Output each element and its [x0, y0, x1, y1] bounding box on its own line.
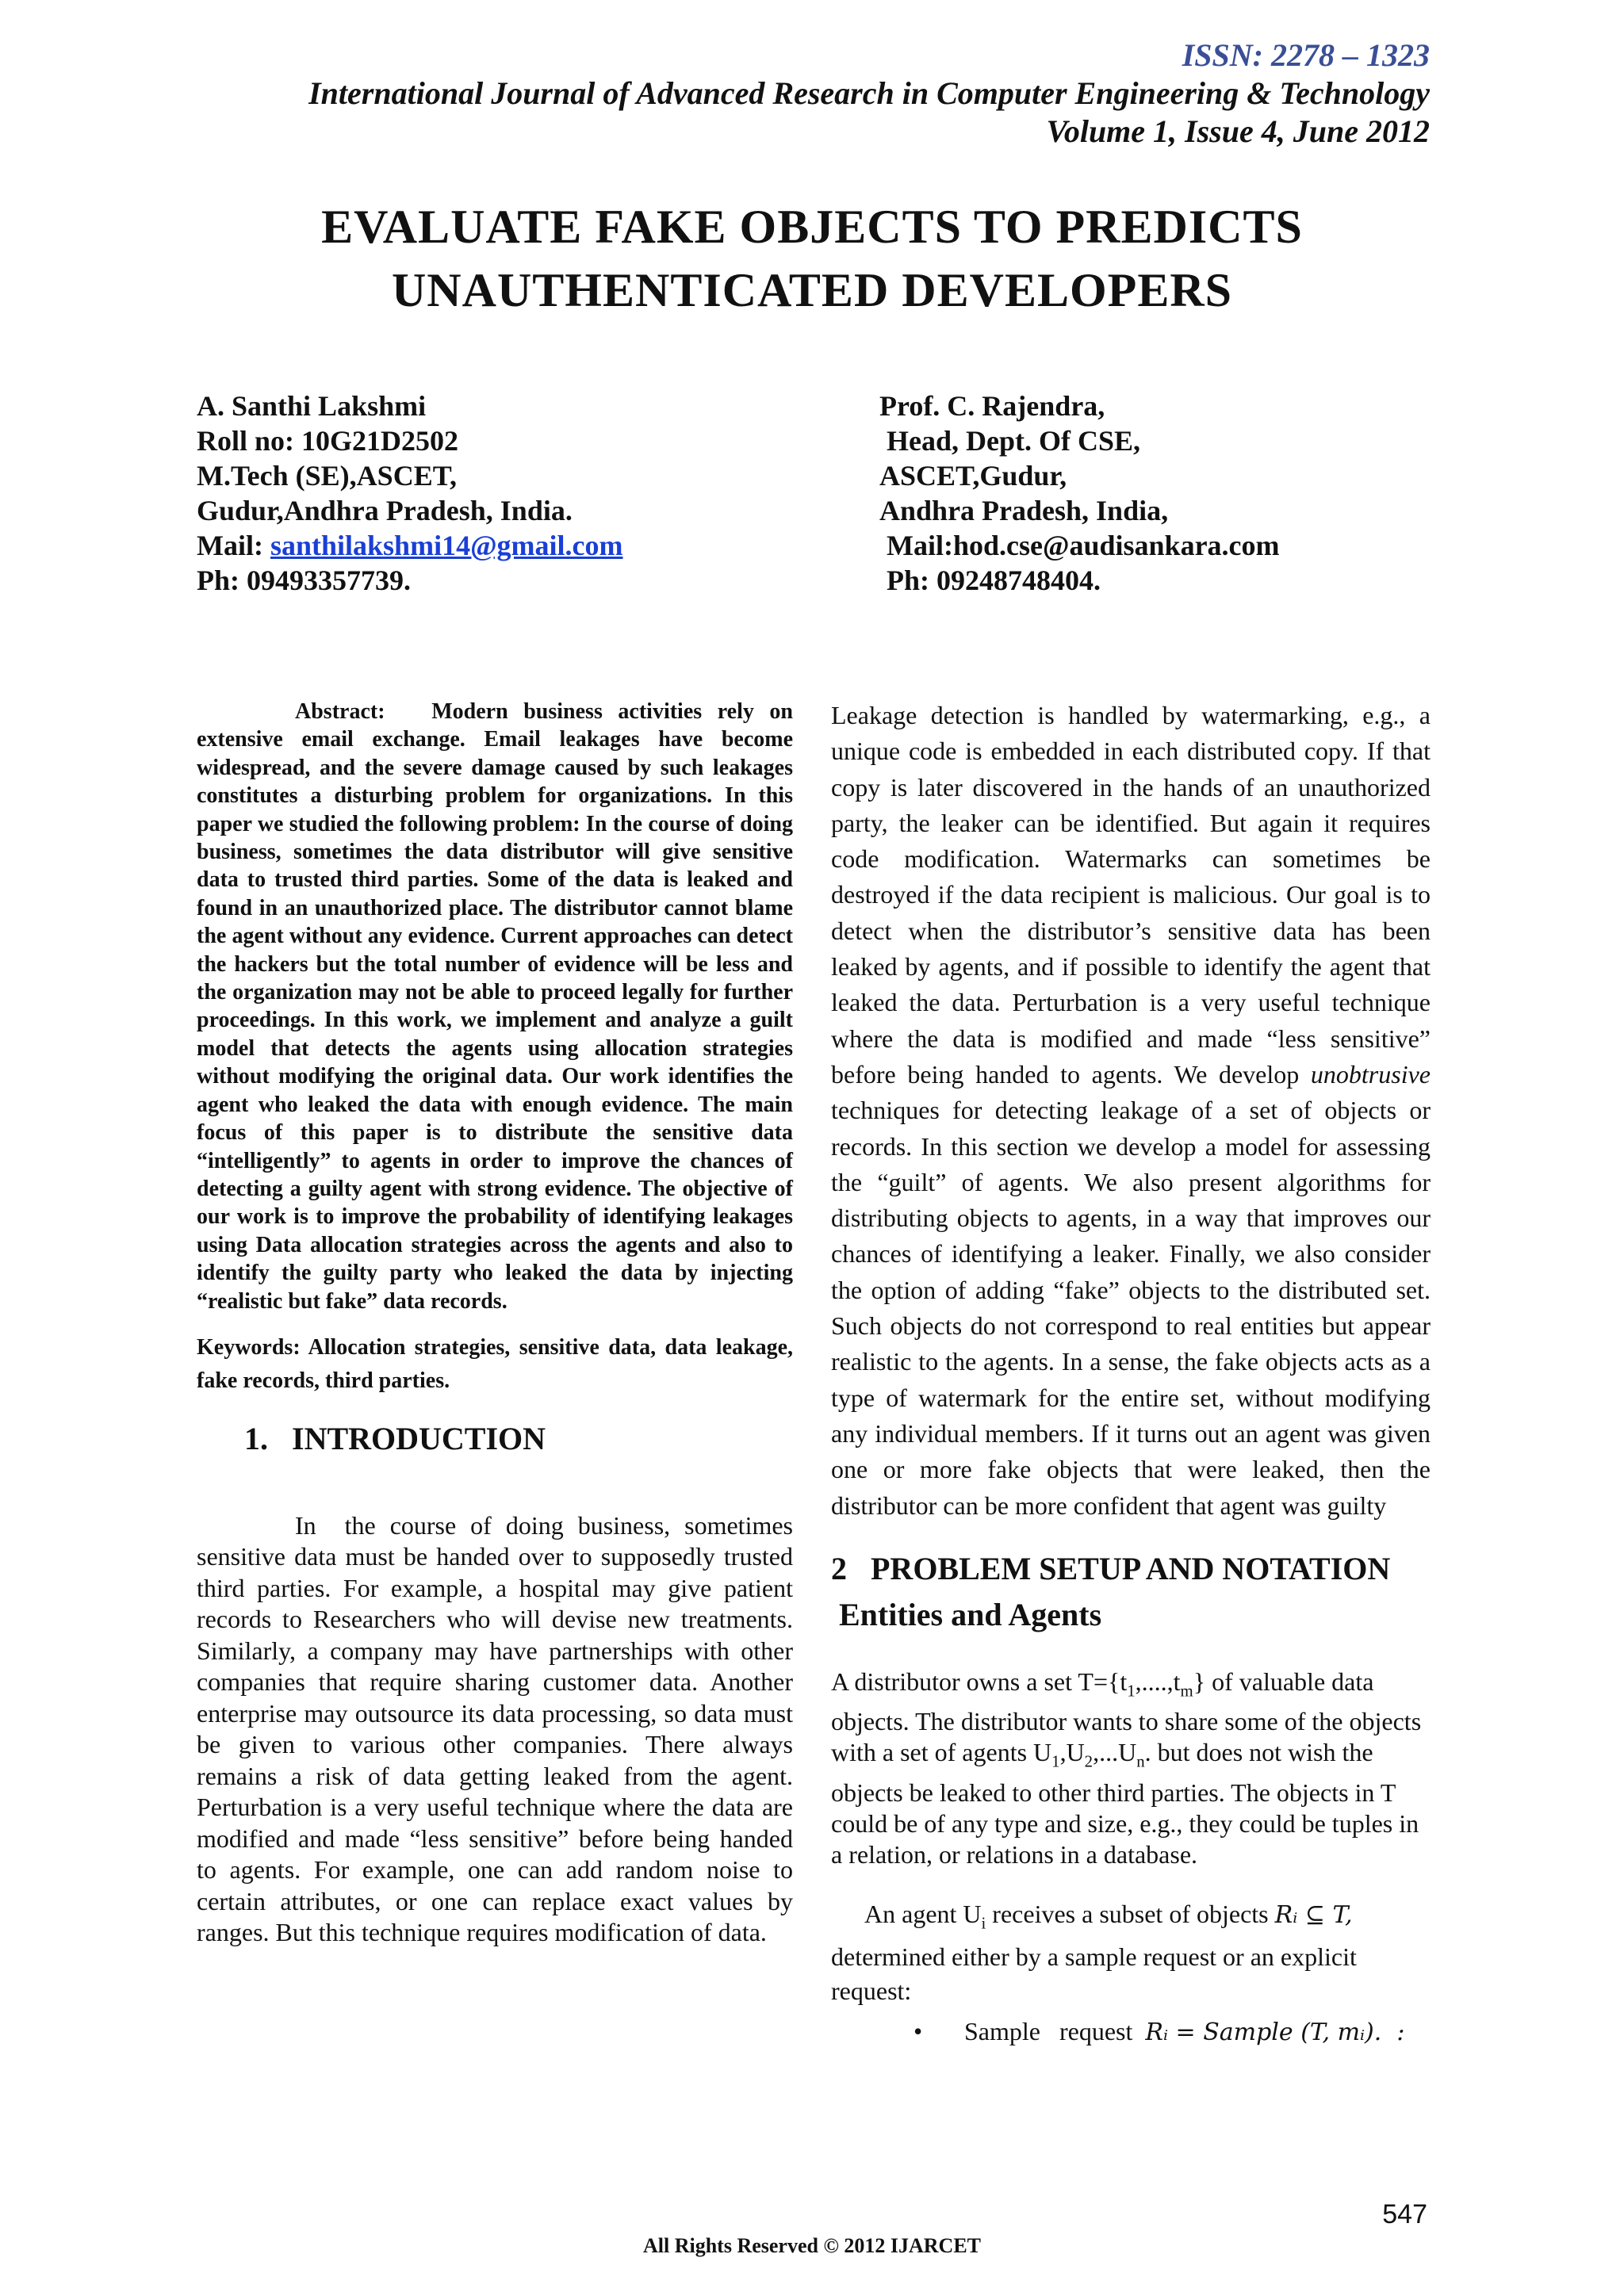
issn: ISSN: 2278 – 1323	[1182, 37, 1430, 73]
agent-paragraph	[831, 1897, 1431, 2008]
text: Sample request	[964, 2017, 1146, 2045]
footer-copyright: All Rights Reserved © 2012 IJARCET	[642, 2234, 982, 2257]
right-column	[831, 698, 1431, 2049]
page-number: 547	[1382, 2199, 1427, 2229]
paragraph-text: techniques for detecting leakage of a set of objects or records. In this section we develop a model for assessing the “guilt” of agents. We also present algorithms for distributing objects to agents, in a way that improves our chances of identifying a leaker. Finally, we also consider the option of adding “fake” objects to the distributed set. Such objects do not correspond to real entities but appear realistic to the agents. In a sense, the fake objects acts as a type of watermark for the entire set, without modifying any individual members. If it turns out an agent was given one or more fake objects that were leaked, then the distributor can be more confident that agent was guilty	[831, 1096, 1431, 1520]
author-right-phone: Ph: 09248748404.	[879, 564, 1101, 596]
introduction-text: In the course of doing business, sometimes sensitive data must be handed over to supposedly trusted third parties. For example, a hospital may give patient records to Researchers who will devise new treatments. Similarly, a company may have partnerships with other companies that require sharing customer data. Another enterprise may outsource its data processing, so data must be given to various other companies. There always remains a risk of data getting leaked from the agent. Perturbation is a very useful technique where the data are modified and made “less sensitive” before being handed to agents. For example, one can add random noise to certain attributes, or one can replace exact values by ranges. But this technique requires modification of data.	[197, 1510, 806, 1947]
text: An agent U	[864, 1899, 982, 1928]
author-left-phone: Ph: 09493357739.	[197, 564, 411, 596]
section-2-subheading: Entities and Agents	[839, 1596, 1102, 1632]
text: . but does not wish the objects be leaked to other third parties. The objects in T could be of any type and size, e.g., they could be tuples in a relation, or relations in a database.	[831, 1738, 1419, 1869]
subscript: 1	[1127, 1682, 1136, 1701]
math-subset: Rᵢ ⊆ T,	[1274, 1900, 1353, 1929]
subscript: n	[1136, 1752, 1145, 1771]
distributor-paragraph	[831, 1667, 1431, 1870]
author-left-mail-label: Mail:	[197, 530, 270, 561]
author-right-name: Prof. C. Rajendra,	[879, 390, 1105, 422]
bullet-icon: •	[914, 2017, 923, 2045]
leakage-detection-paragraph	[831, 698, 1431, 1524]
subscript: m	[1180, 1682, 1193, 1701]
subscript: i	[981, 1914, 986, 1932]
text: } of valuable data objects. The distributor wants to share some of the objects with a set of agents U	[831, 1667, 1422, 1767]
text: ,U	[1059, 1738, 1085, 1767]
author-right-position: Head, Dept. Of CSE,	[879, 425, 1141, 457]
text: ,...U	[1093, 1738, 1137, 1767]
author-left-block	[197, 388, 623, 598]
text: ,....,t	[1135, 1667, 1181, 1696]
author-left-roll: Roll no: 10G21D2502	[197, 425, 459, 457]
author-left-degree: M.Tech (SE),ASCET,	[197, 460, 458, 492]
author-right-location: Andhra Pradesh, India,	[879, 495, 1169, 526]
emphasis-unobtrusive: unobtrusive	[1310, 1059, 1431, 1089]
volume-info: Volume 1, Issue 4, June 2012	[1046, 113, 1430, 149]
subscript: 1	[1051, 1752, 1060, 1771]
author-right-mail: Mail:hod.cse@audisankara.com	[879, 530, 1280, 561]
left-column	[197, 698, 806, 1949]
text: A distributor owns a set T={t	[831, 1667, 1128, 1696]
paper-title-line-2: UNAUTHENTICATED DEVELOPERS	[391, 264, 1233, 316]
paper-title-line-1: EVALUATE FAKE OBJECTS TO PREDICTS	[321, 201, 1303, 253]
author-left-name: A. Santhi Lakshmi	[197, 390, 427, 422]
author-left-mail-line	[197, 528, 623, 563]
journal-name: International Journal of Advanced Research in Computer Engineering & Technology	[308, 75, 1430, 111]
subscript: 2	[1084, 1752, 1094, 1771]
author-left-mail-link[interactable]: santhilakshmi14@gmail.com	[270, 530, 623, 561]
section-2-heading: 2 PROBLEM SETUP AND NOTATION	[831, 1550, 1391, 1586]
keywords: Keywords: Allocation strategies, sensitive data, data leakage, fake records, third parties.	[197, 1334, 793, 1393]
paragraph-text: Leakage detection is handled by watermarking, e.g., a unique code is embedded in each distributed copy. If that copy is later discovered in the hands of an unauthorized party, the leaker can be identified. But again it requires code modification. Watermarks can sometimes be destroyed if the data recipient is malicious. Our goal is to detect when the distributor’s sensitive data has been leaked by agents, and if possible to identify the agent that leaked the data. Perturbation is a very useful technique where the data is modified and made “less sensitive” before being handed to agents. We develop	[831, 701, 1431, 1089]
abstract: Abstract: Modern business activities rely on extensive email exchange. Email leakages have become widespread, and the severe damage caused by such leakages constitutes a disturbing problem for organizations. In this paper we studied the following problem: In the course of doing business, sometimes the data distributor will give sensitive data to trusted third parties. Some of the data is leaked and found in an unauthorized place. The distributor cannot blame the agent without any evidence. Current approaches can detect the hackers but the total number of evidence will be less and the organization may not be able to proceed legally for further proceedings. In this work, we implement and analyze a guilt model that detects the agents using allocation strategies without modifying the original data. Our work identifies the agent who leaked the data with enough evidence. The main focus of this paper is to distribute the sensitive data “intelligently” to agents in order to improve the chances of detecting a guilty agent with strong evidence. The objective of our work is to improve the probability of identifying leakages using Data allocation strategies across the agents and also to identify the guilty party who leaked the data by injecting “realistic but fake” data records.	[197, 699, 799, 1314]
text: determined either by a sample request or an explicit request:	[831, 1942, 1357, 2005]
introduction-heading: 1. INTRODUCTION	[244, 1420, 546, 1456]
author-left-location: Gudur,Andhra Pradesh, India.	[197, 495, 573, 526]
text: receives a subset of objects	[986, 1899, 1275, 1928]
author-right-block	[879, 388, 1280, 598]
sample-request-bullet	[914, 2015, 1431, 2049]
math-sample: Rᵢ = Sample (T, mᵢ). :	[1145, 2019, 1405, 2046]
author-right-college: ASCET,Gudur,	[879, 460, 1067, 492]
